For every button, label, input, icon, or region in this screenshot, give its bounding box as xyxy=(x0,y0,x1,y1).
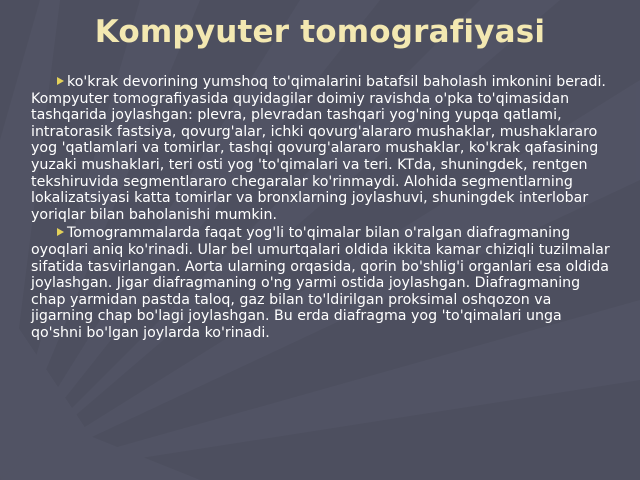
triangle-bullet-icon xyxy=(57,228,64,236)
bullet-text: ko'krak devorining yumshoq to'qimalarini batafsil baholash imkonini beradi. Kompyuter tomografiyasida quyidagilar doimiy ravishda o'pka to'qimasidan tashqarida joylashgan: plevra, plevradan tashqari yog'ning yupqa qatlami, intratorasik fastsiya, qovurg'alar, ichki qovurg'alararo mushaklar, mushaklararo yog 'qatlamlari va tomirlar, tashqi qovurg'alararo mushaklar, ko'krak qafasining yuzaki mushaklari, teri osti yog 'to'qimalari va teri. KTda, shuningdek, rentgen tekshiruvida segmentlararo chegaralar ko'rinmaydi. Alohida segmentlarning lokalizatsiyasi katta tomirlar va bronxlarning joylashuvi, shuningdek interlobar yoriqlar bilan baholanishi mumkin. xyxy=(31,74,606,223)
slide-body xyxy=(31,74,616,344)
slide-title: Kompyuter tomografiyasi xyxy=(94,14,546,50)
triangle-bullet-icon xyxy=(57,77,64,85)
bullet-text: Tomogrammalarda faqat yog'li to'qimalar bilan o'ralgan diafragmaning oyoqlari aniq ko'rinadi. Ular bel umurtqalari oldida ikkita kamar chiziqli tuzilmalar sifatida tasvirlangan. Aorta ularning orqasida, qorin bo'shlig'i organlari esa oldida joylashgan. Jigar diafragmaning o'ng yarmi ostida joylashgan. Diafragmaning chap yarmidan pastda taloq, gaz bilan to'ldirilgan proksimal oshqozon va jigarning chap bo'lagi joylashgan. Bu erda diafragma yog 'to'qimalari unga qo'shni bo'lgan joylarda ko'rinadi. xyxy=(31,225,610,341)
bullet-item xyxy=(31,225,616,341)
bullet-item xyxy=(31,74,616,223)
